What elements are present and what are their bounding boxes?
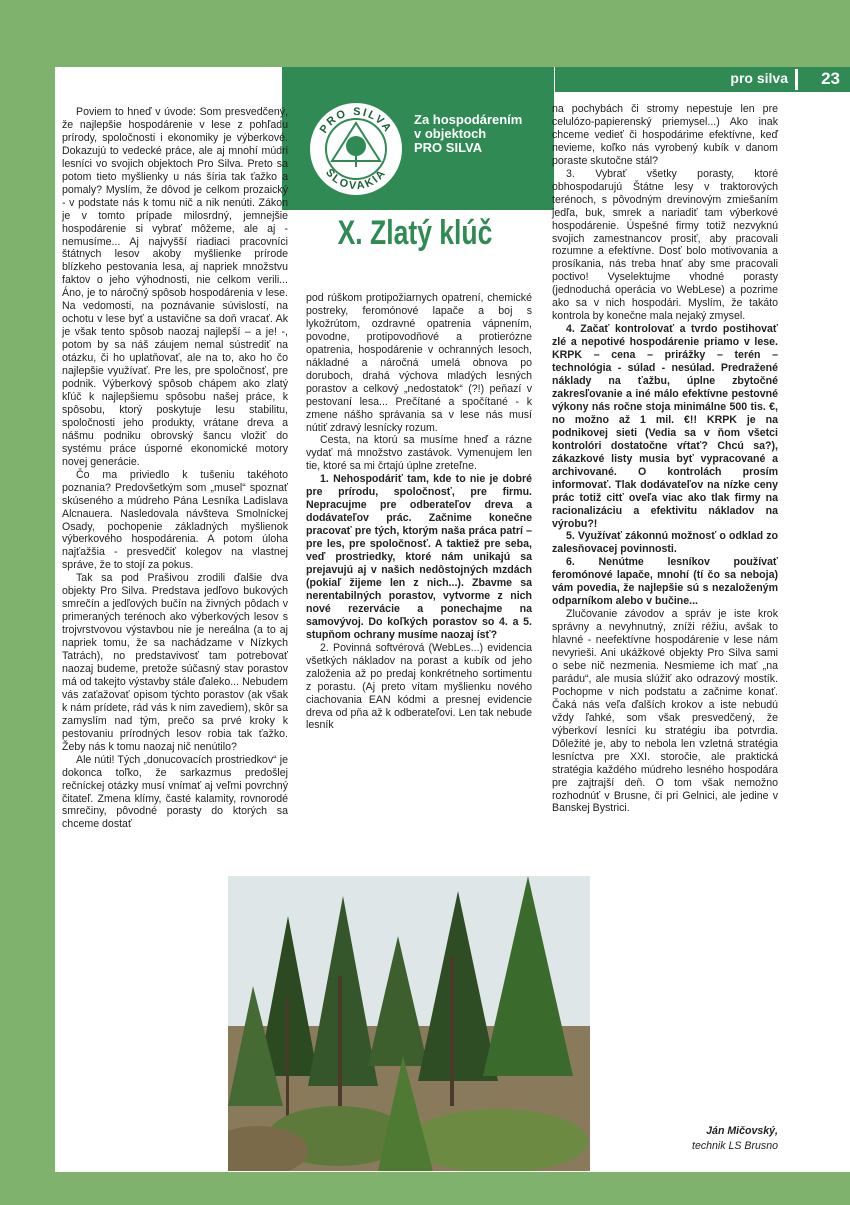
paragraph: 4. Začať kontrolovať a tvrdo postihovať zlé a nepotivé hospodárenie priamo v lese. KRPK – cena – prirážky – terén – technológia - súlad - nesúlad. Predražené náklady na ťažbu, úplne zbytočné zakresľovanie a iné málo efektívne pestovné výkony nás ročne stoja minimálne 500 tis. €, no možno až 1 mil. €!! KRPK je na podnikovej sieti (Vedia sa v ňom všetci kontrolóri dostatočne vŕtať? Chcú sa?), zákazkové listy musia byť vypracované a archivované. O kontrolách prosím informovať. Tlak dodávateľov na nízke ceny prác totiž citť oveľa viac ako tlak firmy na racionalizáciu a efektivitu nákladov na výrobu?! xyxy=(552,323,778,530)
section-label: pro silva xyxy=(730,70,788,86)
header-divider xyxy=(795,69,798,90)
paragraph: 6. Nenútme lesníkov používať feromónové lapače, mnohí (tí čo sa neboja) vám povedia, že najlepšie sú s nezaloženým odparníkom alebo v bučine... xyxy=(552,556,778,608)
text-column-2 xyxy=(306,292,532,732)
paragraph: Čo ma priviedlo k tušeniu takéhoto poznania? Predovšetkým som „musel“ spoznať skúseného a múdreho Pána Lesníka Ladislava Alcnauera. Nasledovala návšteva Smolníckej Osady, pochopenie základných myšlienok výberkového hospodárenia. A potom úloha najťažšia - presvedčiť kolegov na vlastnej správe, že to stojí za pokus. xyxy=(62,468,288,572)
paragraph: 3. Vybrať všetky porasty, ktoré obhospodarujú Štátne lesy v traktorových terénoch, s pôvodným drevinovým zmiešaním jedľa, buk, smrek a nariadiť tam výberkové hospodárenie. Úspešné firmy totiž nezvyknú svojich zamestnancov prosiť, aby pracovali rozumne a efektívne. Dosť bolo motivovania a prosíkania, nás treba hnať aby sme pracovali poctivo! Vyselektujme vhodné porasty (jednoduchá operácia vo WebLese) a pozrime ako sa v nich hospodári. Myslím, že takáto kontrola by konečne mala nejaký zmysel. xyxy=(552,167,778,323)
paragraph: Zlučovanie závodov a správ je iste krok správny a nevyhnutný, zníži réžiu, avšak to hlavné - neefektívne hospodárenie v lese nám nevyrieši. Ani ukážkové objekty Pro Silva sami o sebe nič nezmenia. Nesmieme ich mať „na parádu“, ale musia slúžiť ako odrazový mostík. Pochopme v nich podstatu a začnime konať. Čaká nás veľa ďalších krokov a iste nebudú vždy ľahké, som však presvedčený, že výberkoví lesníci ku stratégiu iba potvrdia. Dôležité je, aby to nebola len vzletná stratégia lesníctva pre XXI. storočie, ale praktická stratégia každého múdreho lesného hospodára pre zajtrajší deň. O tom však nemožno rozhodnúť v Brusne, či pri Gelnici, ale jedine v Banskej Bystrici. xyxy=(552,608,778,815)
paragraph: 2. Povinná softvérová (WebLes...) evidencia všetkých nákladov na porast a kubík od jeho založenia až po predaj konkrétneho sortimentu z porastu. (Aj preto vítam myšlienku nového ciachovania EAN kódmi a presnej evidencie dreva od pňa až k odberateľovi. Len tak nebude lesník xyxy=(306,641,532,732)
kicker-line: PRO SILVA xyxy=(414,140,483,155)
section-header-bar xyxy=(555,67,850,92)
text-column-1 xyxy=(62,106,288,831)
title-box xyxy=(282,67,554,210)
article-title: X. Zlatý klúč xyxy=(337,214,493,252)
author-signature xyxy=(595,1124,778,1154)
paragraph: Tak sa pod Prašivou zrodili ďalšie dva objekty Pro Silva. Predstava jedľovo bukových smrečín a jedľových bučín na živných pôdach v primeraných terénoch ako výberkových lesov s trojvrstvovou výstavbou nie je nereálna (a to aj napriek tomu, že sa nachádzame v Nízkych Tatrách), no predstavivosť tam potrebovať naozaj budeme, pretože súčasný stav porastov má od takejto výstavby stále ďaleko... Nebudem vás zaťažovať opisom týchto porastov (ak však k nám prídete, rád vás k nim zavediem), skôr sa zamyslím nad tým, prečo sa prvé kroky k pestovaniu prírodných lesov robia tak ťažko. Žeby nás k tomu naozaj nič nenútilo? xyxy=(62,572,288,753)
paragraph: Cesta, na ktorú sa musíme hneď a rázne vydať má množstvo zastávok. Vymenujem len tie, ktoré sa mi črtajú úplne zreteľne. xyxy=(306,434,532,473)
paragraph: Poviem to hneď v úvode: Som presvedčený, že najlepšie hospodárenie v lese z pohľadu prírody, spoločnosti i ekonomiky je výberkové. Dokazujú to vedecké práce, ale aj mnohí múdri lesníci vo svojich objektoch Pro Silva. Preto sa potom tieto myšlienky u nás šíria tak ťažko a pomaly? Myslím, že dôvod je celkom prozaický - v podstate nás k tomu nič a nik nenúti. Zákon je v tomto prípade milosrdný, jemnejšie hospodárenie si vybrať môžeme, ale aj - nemusíme... Aj najvyšší riadiaci pracovníci štátnych lesov akoby myšlienke prírode blízkeho pestovania lesa, aj napriek množstvu faktov o jeho výhodnosti, nie celkom verili... Áno, je to náročný spôsob hospodárenia v lese. Na vedomosti, na poznávanie súvislostí, na ochotu v lese byť a ustavične sa doň vracať. Ak je však tento spôsob naozaj najlepší – a je! -, potom by sa náš záujem nemal sústrediť na otázku, či ho uplatňovať, ale na to, ako ho čo najlepšie využívať. Pre les, pre spoločnosť, pre podnik. Výberkový spôsob chápem ako zlatý kľúč k najlepšiemu spôsobu našej práce, k spôsobu, ktorý poskytuje lesu stabilitu, spoločnosti jeho produkty, vrátane dreva a nášmu podniku obrovský šancu vložiť do systému práce úsporné ekonomické motory novej generácie. xyxy=(62,106,288,468)
author-name: Ján Mičovský, xyxy=(706,1125,778,1137)
paragraph: 5. Využívať zákonnú možnosť o odklad zo zalesňovacej povinnosti. xyxy=(552,530,778,556)
svg-text:PRO SILVA: PRO SILVA xyxy=(317,105,395,136)
kicker-line: v objektoch xyxy=(414,126,487,141)
paragraph: pod rúškom protipožiarnych opatrení, chemické postreky, feromónové lapače a boj s lykožrútom, ozdravné opatrenia vápnením, povodne, protipovodňové a protierózne opatrenia, hospodárenie v ochranných lesoch, nákladné a náročná umelá obnova po doruboch, drahá výchova mladých lesných porastov a celkový „nedostatok“ (?!) peňazí v pestovaní lesa... Prečítané a spočítané - k zmene nášho správania sa v lese nás musí nútiť zdravý lesnícky rozum. xyxy=(306,292,532,434)
paragraph: Ale núti! Tých „donucovacích prostriedkov“ je dokonca toľko, že sarkazmus predošlej rečníckej otázky musí vnímať aj veľmi povrchný čitateľ. Zmena klímy, časté kalamity, rovnorodé smrečiny, pôvodné porasty do ktorých sa chceme dostať xyxy=(62,753,288,831)
paragraph: 1. Nehospodáriť tam, kde to nie je dobré pre prírodu, spoločnosť, pre firmu. Nepracujme pre odberateľov dreva a dodávateľov prác. Začnime konečne pracovať pre tých, ktorým naša práca patrí – pre les, pre spoločnosť. A taktiež pre seba, veď prostriedky, ktoré nám unikajú sa prejavujú aj v našich nedôstojných mzdách (pokiaľ žijeme len z nich...). Zbavme sa nerentabilných porastov, vytvorme z nich nové rezervácie a ponechajme na samovývoj. Do koľkých porastov so 4. a 5. stupňom ochrany musíme naozaj ísť? xyxy=(306,473,532,641)
kicker-line: Za hospodárením xyxy=(414,112,523,127)
pro-silva-logo-icon xyxy=(308,101,404,197)
paragraph: na pochybách či stromy nepestuje len pre celulózo-papierenský priemysel...) Ako inak chceme vedieť či hospodárime efektívne, keď nevieme, koľko nás vyrobený kubík v danom poraste skutočne stál? xyxy=(552,103,778,167)
kicker-text xyxy=(414,113,522,155)
forest-photo xyxy=(228,876,590,1171)
author-role: technik LS Brusno xyxy=(692,1140,778,1152)
text-column-3 xyxy=(552,103,778,815)
page-number: 23 xyxy=(821,69,840,88)
svg-text:SLOVAKIA: SLOVAKIA xyxy=(323,166,389,193)
